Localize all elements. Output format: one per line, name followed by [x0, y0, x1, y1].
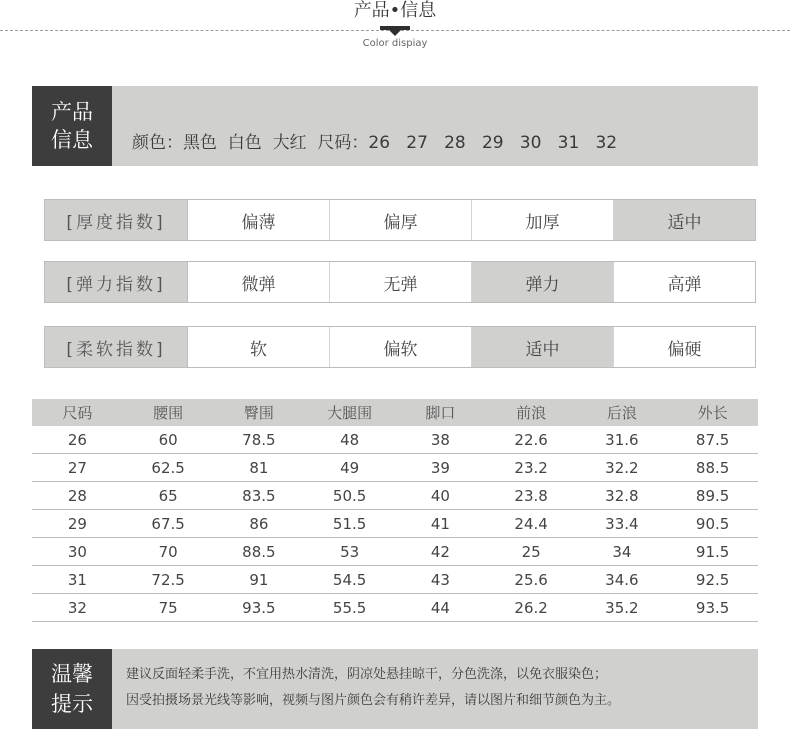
- column-header: 大腿围: [304, 399, 395, 426]
- elasticity-option: 无弹: [329, 262, 471, 302]
- table-cell: 92.5: [667, 566, 758, 594]
- care-tips-tag-line1: 温馨: [51, 662, 93, 686]
- elasticity-option: 微弹: [188, 262, 329, 302]
- table-cell: 54.5: [304, 566, 395, 594]
- table-cell: 62.5: [123, 454, 214, 482]
- product-info-tag-line1: 产品: [51, 100, 93, 124]
- column-header: 臀围: [214, 399, 305, 426]
- table-cell: 29: [32, 510, 123, 538]
- table-cell: 87.5: [667, 426, 758, 454]
- table-cell: 44: [395, 594, 486, 622]
- table-cell: 49: [304, 454, 395, 482]
- table-cell: 26: [32, 426, 123, 454]
- table-cell: 34.6: [577, 566, 668, 594]
- table-cell: 83.5: [214, 482, 305, 510]
- care-tips-tag-line2: 提示: [51, 692, 93, 716]
- column-header: 外长: [667, 399, 758, 426]
- elasticity-option: 高弹: [613, 262, 755, 302]
- table-cell: 23.2: [486, 454, 577, 482]
- table-cell: 90.5: [667, 510, 758, 538]
- softness-option: 软: [188, 327, 329, 367]
- table-cell: 35.2: [577, 594, 668, 622]
- table-cell: 33.4: [577, 510, 668, 538]
- thickness-option: 加厚: [471, 200, 613, 240]
- product-info-tag-line2: 信息: [51, 128, 93, 152]
- table-cell: 27: [32, 454, 123, 482]
- table-row: [32, 454, 758, 482]
- table-row: [32, 538, 758, 566]
- column-header: 脚口: [395, 399, 486, 426]
- table-cell: 32: [32, 594, 123, 622]
- table-cell: 25.6: [486, 566, 577, 594]
- table-row: [32, 594, 758, 622]
- elasticity-option: 弹力: [471, 262, 613, 302]
- table-cell: 39: [395, 454, 486, 482]
- table-cell: 42: [395, 538, 486, 566]
- table-cell: 91: [214, 566, 305, 594]
- table-cell: 32.8: [577, 482, 668, 510]
- table-cell: 23.8: [486, 482, 577, 510]
- care-tips-band: [32, 649, 758, 729]
- care-tip-line: 建议反面轻柔手洗，不宜用热水清洗，阴凉处悬挂晾干，分色洗涤，以免衣服染色；: [126, 667, 608, 682]
- table-cell: 75: [123, 594, 214, 622]
- table-cell: 50.5: [304, 482, 395, 510]
- column-header: 尺码: [32, 399, 123, 426]
- table-cell: 86: [214, 510, 305, 538]
- softness-option: 偏软: [329, 327, 471, 367]
- table-cell: 88.5: [214, 538, 305, 566]
- table-cell: 88.5: [667, 454, 758, 482]
- table-cell: 34: [577, 538, 668, 566]
- softness-option: 偏硬: [613, 327, 755, 367]
- column-header: 前浪: [486, 399, 577, 426]
- care-tips-tag: [32, 649, 112, 729]
- softness-index-row: [44, 326, 756, 368]
- table-row: [32, 426, 758, 454]
- table-cell: 78.5: [214, 426, 305, 454]
- softness-index-label: [柔软指数]: [45, 327, 188, 367]
- table-cell: 40: [395, 482, 486, 510]
- table-row: [32, 482, 758, 510]
- table-row: [32, 510, 758, 538]
- table-cell: 81: [214, 454, 305, 482]
- table-cell: 31: [32, 566, 123, 594]
- table-cell: 25: [486, 538, 577, 566]
- table-cell: 93.5: [214, 594, 305, 622]
- thickness-index-row: [44, 199, 756, 241]
- table-cell: 22.6: [486, 426, 577, 454]
- elasticity-index-row: [44, 261, 756, 303]
- table-row: [32, 566, 758, 594]
- column-header: 后浪: [577, 399, 668, 426]
- thickness-index-label: [厚度指数]: [45, 200, 188, 240]
- table-cell: 65: [123, 482, 214, 510]
- section-title: 产品•信息: [353, 0, 437, 21]
- down-arrow-icon: [389, 30, 401, 36]
- table-cell: 91.5: [667, 538, 758, 566]
- table-cell: 53: [304, 538, 395, 566]
- softness-option: 适中: [471, 327, 613, 367]
- table-cell: 32.2: [577, 454, 668, 482]
- table-cell: 67.5: [123, 510, 214, 538]
- table-cell: 72.5: [123, 566, 214, 594]
- color-size-text: 颜色：黑色 白色 大红 尺码：26 27 28 29 30 31 32: [132, 133, 618, 153]
- column-header: 腰围: [123, 399, 214, 426]
- thickness-option: 偏厚: [329, 200, 471, 240]
- table-cell: 60: [123, 426, 214, 454]
- size-chart-table: [32, 399, 758, 622]
- table-cell: 55.5: [304, 594, 395, 622]
- table-cell: 41: [395, 510, 486, 538]
- product-info-band: [32, 86, 758, 166]
- table-cell: 51.5: [304, 510, 395, 538]
- table-header-row: [32, 399, 758, 426]
- table-cell: 26.2: [486, 594, 577, 622]
- table-cell: 93.5: [667, 594, 758, 622]
- table-cell: 28: [32, 482, 123, 510]
- table-cell: 89.5: [667, 482, 758, 510]
- section-subtitle: Color dispiay: [362, 38, 428, 49]
- product-info-tag: [32, 86, 112, 166]
- table-cell: 30: [32, 538, 123, 566]
- thickness-option: 偏薄: [188, 200, 329, 240]
- elasticity-index-label: [弹力指数]: [45, 262, 188, 302]
- table-cell: 38: [395, 426, 486, 454]
- table-cell: 70: [123, 538, 214, 566]
- care-tip-line: 因受拍摄场景光线等影响，视频与图片颜色会有稍许差异，请以图片和细节颜色为主。: [126, 693, 621, 708]
- table-cell: 48: [304, 426, 395, 454]
- thickness-option: 适中: [613, 200, 755, 240]
- table-cell: 31.6: [577, 426, 668, 454]
- table-cell: 24.4: [486, 510, 577, 538]
- table-cell: 43: [395, 566, 486, 594]
